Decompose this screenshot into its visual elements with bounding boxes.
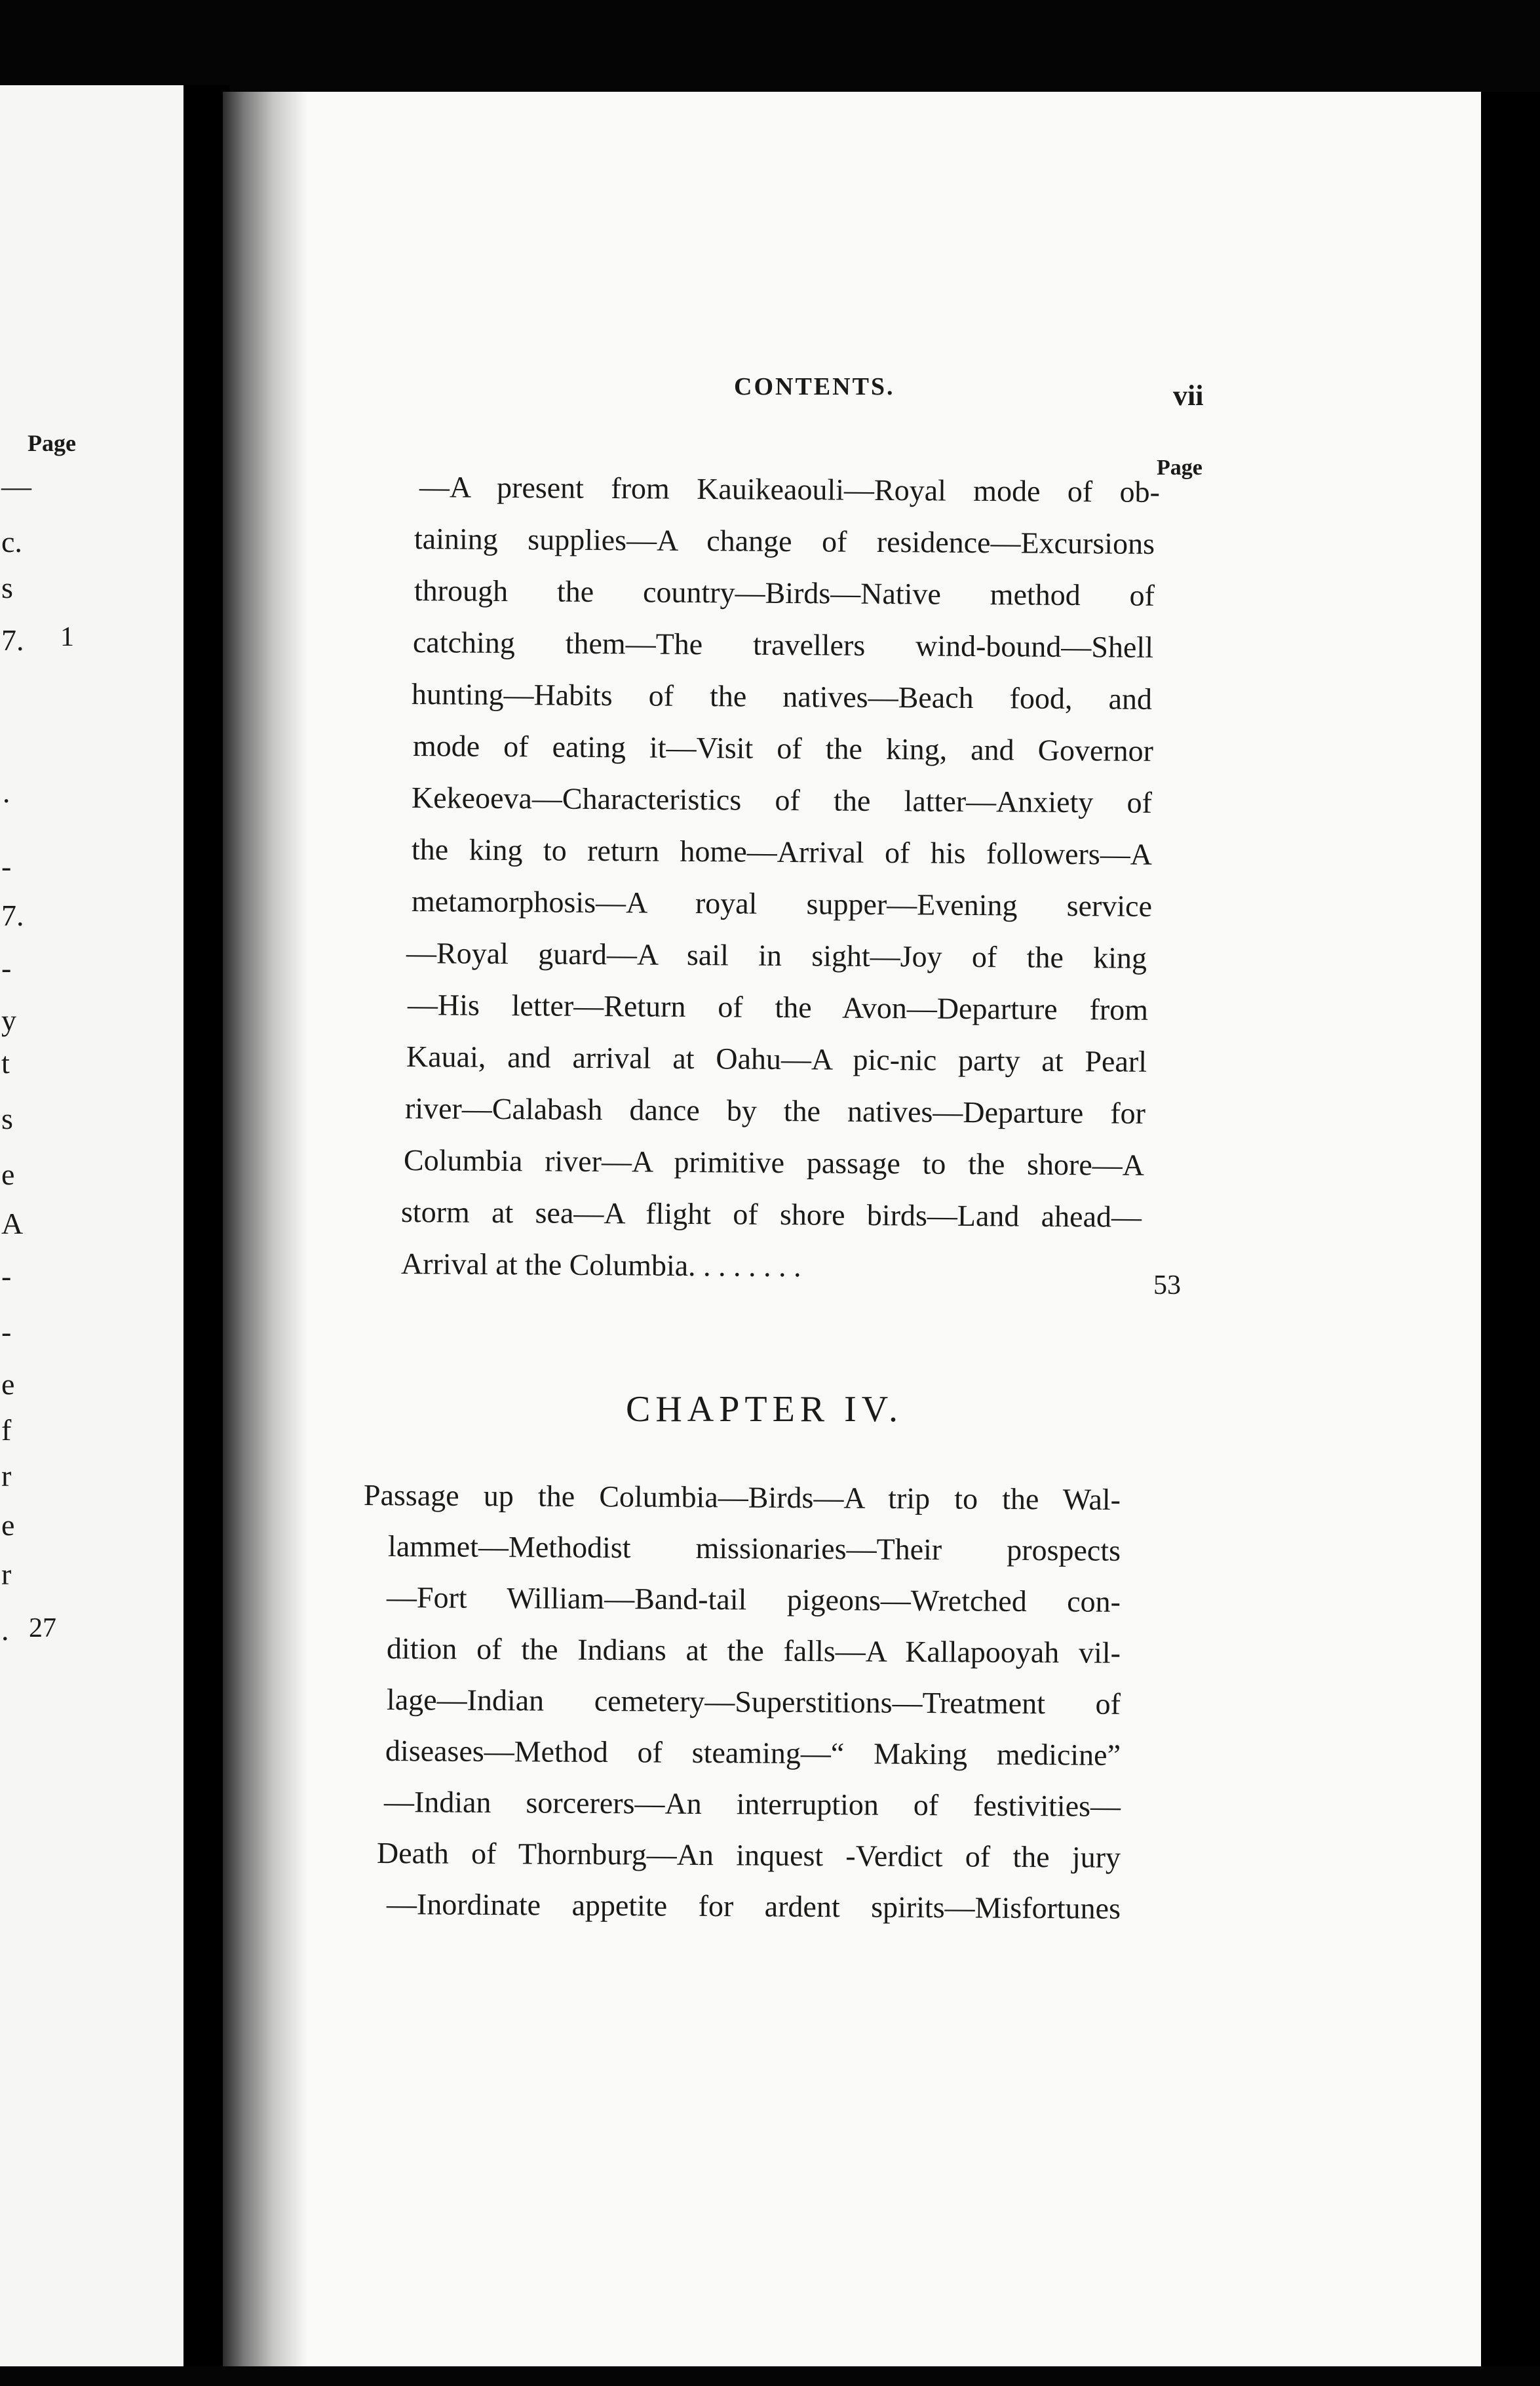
chapter-page-number: 53 bbox=[1153, 1270, 1181, 1301]
chapter-summary-line: lammet—Methodist missionaries—Their prospects bbox=[387, 1529, 1121, 1567]
left-page-number-2: 27 bbox=[29, 1613, 56, 1643]
left-page-mark: . bbox=[1, 1613, 9, 1647]
left-page-mark: s bbox=[1, 1102, 13, 1135]
scan-border bbox=[1481, 92, 1540, 2366]
summary-line: hunting—Habits of the natives—Beach food, and bbox=[411, 677, 1153, 716]
summary-line: —Royal guard—A sail in sight—Joy of the king bbox=[406, 936, 1147, 975]
left-page-mark: 7. bbox=[1, 899, 24, 932]
left-page-mark: s bbox=[1, 571, 13, 604]
left-page-mark: y bbox=[1, 1004, 16, 1037]
left-page-fragment bbox=[0, 85, 183, 2366]
summary-line: catching them—The travellers wind-bound—Shell bbox=[412, 625, 1154, 664]
page-curl-shadow bbox=[223, 92, 308, 2366]
summary-line: taining supplies—A change of residence—Excursions bbox=[414, 522, 1155, 560]
left-page-mark: - bbox=[1, 1315, 12, 1348]
chapter-summary-line: —Indian sorcerers—An interruption of festivities— bbox=[383, 1785, 1121, 1823]
summary-line: —His letter—Return of the Avon—Departure from bbox=[407, 988, 1149, 1027]
left-page-mark: 7. bbox=[1, 623, 24, 657]
chapter-summary-line: Death of Thornburg—An inquest -Verdict of the jury bbox=[376, 1836, 1121, 1874]
summary-line: mode of eating it—Visit of the king, and Governor bbox=[412, 729, 1154, 768]
chapter-heading: CHAPTER IV. bbox=[626, 1389, 904, 1430]
left-page-mark: · bbox=[1, 784, 12, 817]
left-page-mark: c. bbox=[1, 525, 22, 558]
left-page-number-1: 1 bbox=[60, 622, 74, 652]
chapter-summary-line: Passage up the Columbia—Birds—A trip to the Wal- bbox=[363, 1478, 1121, 1517]
summary-line: storm at sea—A flight of shore birds—Land ahead— bbox=[400, 1195, 1142, 1234]
left-page-mark: A bbox=[1, 1207, 24, 1240]
left-page-mark: e bbox=[1, 1367, 15, 1401]
summary-line: Columbia river—A primitive passage to the shore—A bbox=[403, 1143, 1145, 1182]
left-page-label: Page bbox=[28, 430, 76, 456]
chapter-summary-line: diseases—Method of steaming—“ Making medicine” bbox=[385, 1734, 1121, 1772]
left-page-mark: t bbox=[1, 1046, 10, 1080]
left-page-mark: - bbox=[1, 951, 12, 985]
chapter-summary-line: —Fort William—Band-tail pigeons—Wretched con- bbox=[386, 1580, 1121, 1618]
chapter-summary-line: —Inordinate appetite for ardent spirits—Misfortunes bbox=[386, 1887, 1121, 1925]
left-page-mark: e bbox=[1, 1158, 15, 1191]
left-page-mark: e bbox=[1, 1508, 15, 1542]
summary-line: Arrival at the Columbia. . . . . . . . bbox=[400, 1247, 801, 1283]
summary-line: through the country—Birds—Native method of bbox=[414, 574, 1155, 612]
page-column-label: Page bbox=[1157, 456, 1203, 480]
left-page-mark: — bbox=[1, 469, 31, 503]
left-page-mark: - bbox=[1, 850, 12, 883]
running-header-page-numeral: vii bbox=[1173, 380, 1204, 412]
left-page-mark: - bbox=[1, 1259, 12, 1293]
summary-line: metamorphosis—A royal supper—Evening service bbox=[411, 884, 1153, 923]
summary-line: Kekeoeva—Characteristics of the latter—Anxiety of bbox=[411, 781, 1153, 819]
chapter-summary-line: lage—Indian cemetery—Superstitions—Treatment of bbox=[386, 1683, 1121, 1721]
left-page-mark: r bbox=[1, 1557, 12, 1591]
left-page-mark: f bbox=[1, 1413, 12, 1447]
summary-line: Kauai, and arrival at Oahu—A pic-nic party at Pearl bbox=[406, 1040, 1147, 1078]
summary-line: the king to return home—Arrival of his followers—A bbox=[411, 832, 1153, 871]
summary-line: —A present from Kauikeaouli—Royal mode of ob- bbox=[419, 470, 1161, 509]
left-page-mark: r bbox=[1, 1459, 12, 1493]
summary-line: river—Calabash dance by the natives—Departure for bbox=[404, 1091, 1146, 1130]
chapter-summary-line: dition of the Indians at the falls—A Kallapooyah vil- bbox=[386, 1632, 1121, 1670]
running-header-title: CONTENTS. bbox=[734, 373, 895, 401]
